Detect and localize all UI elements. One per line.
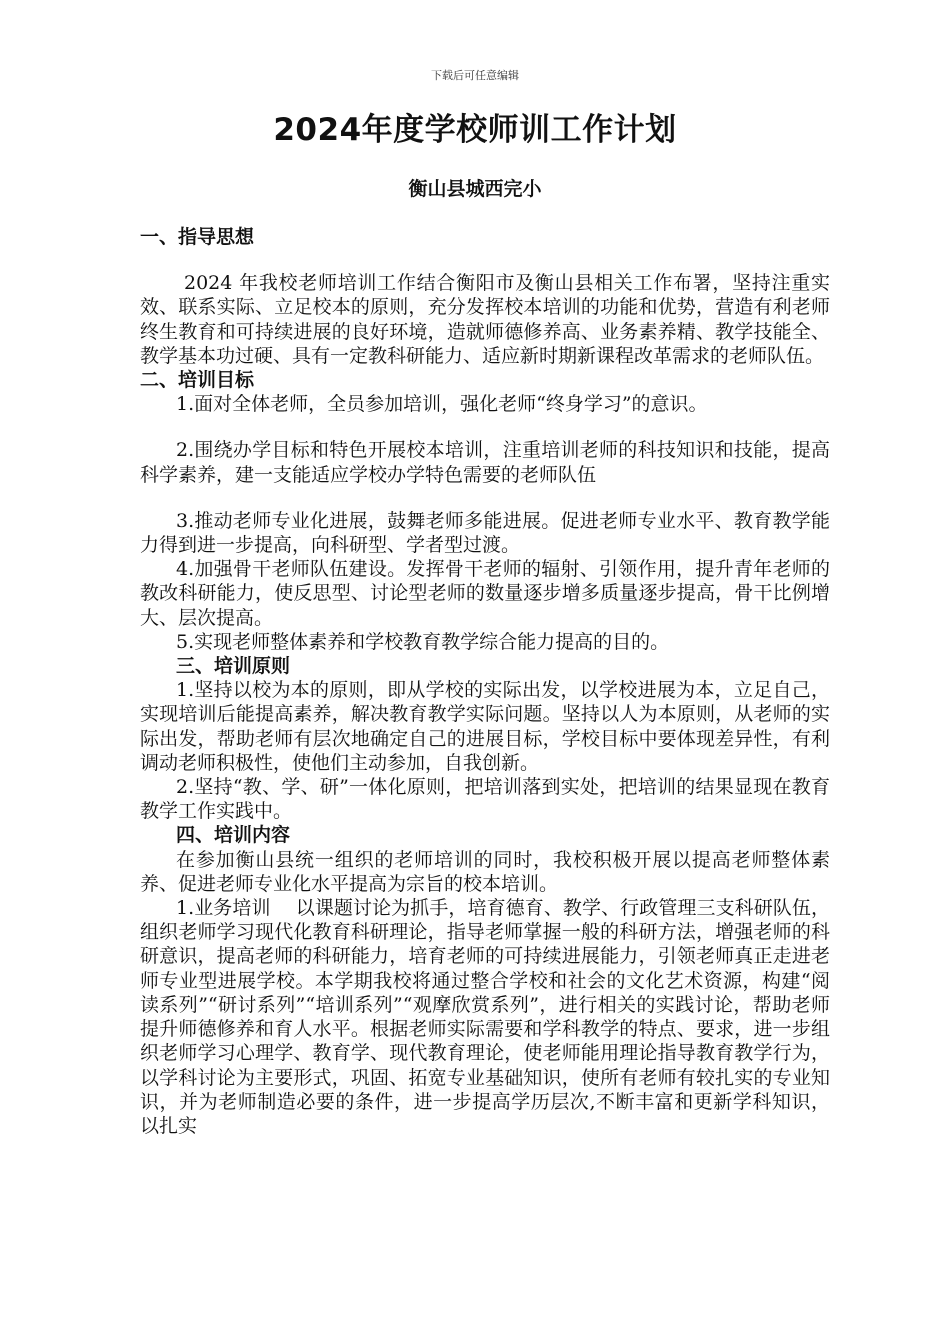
content-item-1: 1.业务培训 以课题讨论为抓手，培育德育、教学、行政管理三支科研队伍，组织老师学习现代化教育科研理论，指导老师掌握一般的科研方法，增强老师的科研意识，提高老师的科研能力，培育老师的可持续进展能力，引领老师真正走进老师专业型进展学校。本学期我校将通过整合学校和社会的文化艺术资源，构建“阅读系列”“研讨系列”“培训系列”“观摩欣赏系列”，进行相关的实践讨论，帮助老师提升师德修养和育人水平。根据老师实际需要和学科教学的特点、要求，进一步组织老师学习心理学、教育学、现代教育理论，使老师能用理论指导教育教学行为，以学科讨论为主要形式，巩固、拓宽专业基础知识，使所有老师有较扎实的专业知识，并为老师制造必要的条件，进一步提高学历层次,不断丰富和更新学科知识，以扎实 [140, 897, 830, 1137]
document-subtitle: 衡山县城西完小 [408, 178, 542, 200]
goal-item-4: 4.加强骨干老师队伍建设。发挥骨干老师的辐射、引领作用，提升青年老师的教改科研能力，使反思型、讨论型老师的数量逐步增多质量逐步提高，骨干比例增大、层次提高。 [140, 558, 830, 629]
document-body [140, 225, 830, 1138]
document-title: 2024年度学校师训工作计划 [273, 112, 677, 148]
section-heading-training-content: 四、培训内容 [176, 824, 291, 847]
section-heading-training-principles: 三、培训原则 [176, 655, 291, 678]
principle-item-1: 1.坚持以校为本的原则，即从学校的实际出发，以学校进展为本，立足自己，实现培训后能提高素养，解决教育教学实际问题。坚持以人为本原则，从老师的实际出发，帮助老师有层次地确定自己的进展目标，学校目标中要体现差异性，有利调动老师积极性，使他们主动参加，自我创新。 [140, 679, 830, 774]
goal-item-5: 5.实现老师整体素养和学校教育教学综合能力提高的目的。 [176, 630, 670, 653]
section-heading-training-goals: 二、培训目标 [140, 369, 255, 392]
goal-item-3: 3.推动老师专业化进展，鼓舞老师多能进展。促进老师专业水平、教育教学能力得到进一步提高，向科研型、学者型过渡。 [140, 509, 830, 557]
goal-item-2: 2.围绕办学目标和特色开展校本培训，注重培训老师的科技知识和技能，提高科学素养，建一支能适应学校办学特色需要的老师队伍 [140, 439, 830, 486]
paragraph-guiding-ideology: 2024 年我校老师培训工作结合衡阳市及衡山县相关工作布署，坚持注重实效、联系实际、立足校本的原则，充分发挥校本培训的功能和优势，营造有利老师终生教育和可持续进展的良好环境，造就师德修养高、业务素养精、教学技能全、教学基本功过硬、具有一定教科研能力、适应新时期新课程改革需求的老师队伍。 [140, 272, 830, 367]
goal-item-1: 1.面对全体老师，全员参加培训，强化老师“终身学习”的意识。 [176, 393, 708, 416]
paragraph-training-content-intro: 在参加衡山县统一组织的老师培训的同时，我校积极开展以提高老师整体素养、促进老师专业化水平提高为宗旨的校本培训。 [140, 848, 830, 895]
header-note: 下载后可任意编辑 [431, 69, 519, 82]
principle-item-2: 2.坚持“教、学、研”一体化原则，把培训落到实处，把培训的结果显现在教育教学工作实践中。 [140, 776, 830, 823]
section-heading-guiding-ideology: 一、指导思想 [140, 226, 255, 248]
